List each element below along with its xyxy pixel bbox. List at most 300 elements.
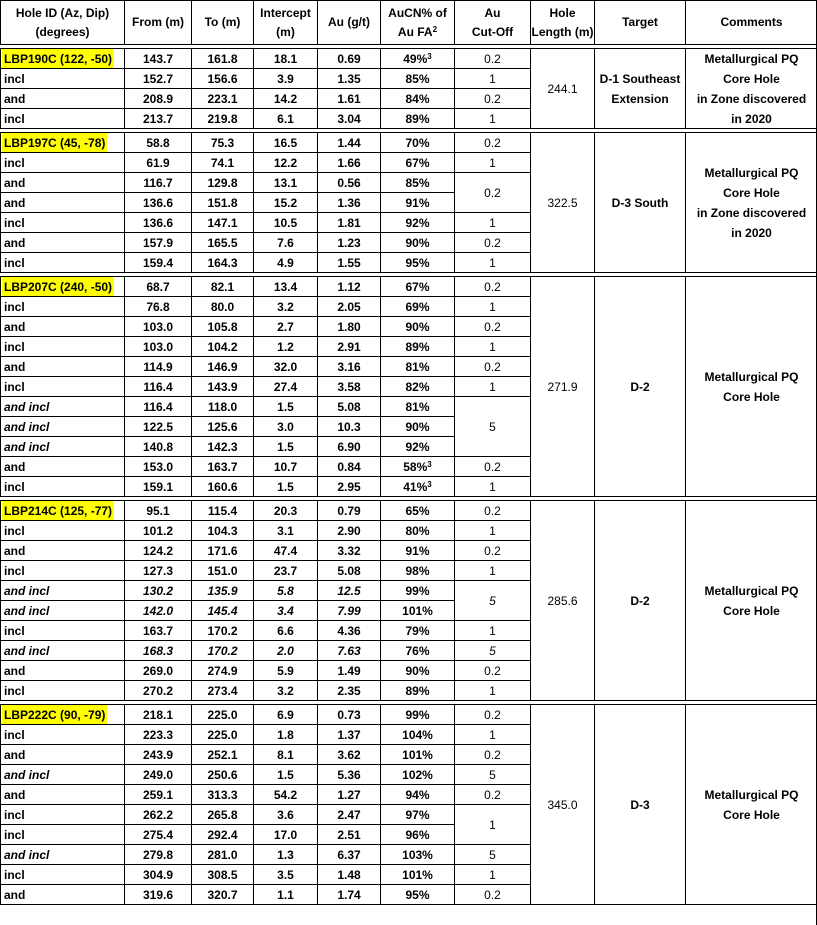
header-au-gt-text: Au (g/t) (328, 15, 370, 29)
to-m-text: 104.2 (207, 339, 238, 354)
au-gt (317, 804, 380, 824)
au-cutoff-text: 1 (489, 111, 496, 126)
intercept-m-text: 1.5 (277, 439, 294, 454)
intercept-m-text: 47.4 (273, 543, 298, 558)
au-cutoff-text: 0.2 (484, 663, 501, 678)
interval-label-text: and incl (4, 643, 50, 658)
interval-label-text: and incl (4, 603, 50, 618)
au-gt (317, 500, 380, 520)
to-m (191, 456, 253, 476)
au-gt-text: 3.16 (337, 359, 361, 374)
aucn-pct-text: 91% (405, 195, 430, 210)
header-target-text: Target (622, 15, 658, 29)
from-m (124, 804, 191, 824)
au-gt-text: 10.3 (337, 419, 361, 434)
au-gt-text: 0.73 (337, 707, 361, 722)
au-gt-text: 1.61 (337, 91, 361, 106)
interval-label (0, 192, 124, 212)
au-cutoff (454, 724, 530, 744)
interval-label (0, 416, 124, 436)
au-cutoff-text: 0.2 (484, 235, 501, 250)
au-gt (317, 252, 380, 272)
au-gt-text: 4.36 (337, 623, 361, 638)
to-m-text: 105.8 (207, 319, 238, 334)
from-m-text: 124.2 (142, 543, 174, 558)
to-m-text: 160.6 (207, 479, 238, 494)
intercept-m (253, 540, 317, 560)
interval-label (0, 864, 124, 884)
from-m-text: 116.4 (143, 379, 173, 394)
interval-label (0, 824, 124, 844)
au-cutoff (454, 844, 530, 864)
hole-id-text: LBP207C (240, -50) (2, 277, 114, 297)
aucn-pct (380, 252, 454, 272)
to-m (191, 824, 253, 844)
au-gt-text: 7.99 (337, 603, 361, 618)
au-cutoff (454, 212, 530, 232)
interval-label-text: and (4, 235, 26, 250)
to-m (191, 356, 253, 376)
from-m (124, 660, 191, 680)
interval-label-text: and (4, 459, 26, 474)
au-cutoff-text: 1 (489, 867, 496, 882)
from-m-text: 136.6 (142, 195, 174, 210)
aucn-pct (380, 680, 454, 700)
au-cutoff (454, 500, 530, 520)
intercept-m-text: 1.2 (277, 339, 294, 354)
to-m-text: 225.0 (207, 707, 238, 722)
au-gt-text: 3.58 (337, 379, 361, 394)
au-cutoff-text: 0.2 (484, 91, 501, 106)
intercept-m (253, 864, 317, 884)
aucn-pct (380, 68, 454, 88)
hole-id-text: LBP197C (45, -78) (2, 133, 107, 153)
header-hole-length (530, 0, 594, 44)
aucn-pct-text: 94% (405, 787, 430, 802)
aucn-pct-text: 85% (405, 175, 430, 190)
au-cutoff-text: 0.2 (484, 359, 501, 374)
au-gt-text: 1.36 (337, 195, 361, 210)
aucn-pct-text: 89% (405, 111, 430, 126)
interval-label-text: incl (4, 807, 25, 822)
to-m-text: 145.4 (207, 603, 238, 618)
to-m-text: 164.3 (207, 255, 238, 270)
au-gt-text: 0.69 (337, 51, 361, 66)
hole-length-text: 322.5 (547, 195, 578, 210)
au-gt-text: 3.04 (337, 111, 361, 126)
intercept-m (253, 476, 317, 496)
au-gt-text: 1.74 (337, 887, 361, 902)
aucn-pct-text: 95% (405, 887, 430, 902)
intercept-m-text: 2.0 (277, 643, 294, 658)
aucn-pct-text: 91% (405, 543, 430, 558)
to-m-text: 170.2 (207, 643, 238, 658)
to-m-text: 171.6 (207, 543, 238, 558)
intercept-m-text: 54.2 (273, 787, 298, 802)
intercept-m (253, 396, 317, 416)
aucn-pct (380, 704, 454, 724)
au-cutoff (454, 560, 530, 580)
from-m-text: 218.1 (142, 707, 174, 722)
hole-length (530, 704, 594, 904)
au-gt-text: 1.44 (337, 135, 361, 150)
aucn-pct-text: 89% (405, 339, 430, 354)
aucn-pct (380, 172, 454, 192)
interval-label-text: and incl (4, 439, 50, 454)
from-m-text: 116.4 (143, 399, 173, 414)
to-m-text: 265.8 (207, 807, 238, 822)
au-cutoff-text: 1 (489, 817, 496, 832)
aucn-pct-text: 101% (402, 867, 433, 882)
header-aucn-pct-text: AuCN% of Au $FA^2$ (388, 5, 447, 39)
to-m-text: 80.0 (210, 299, 235, 314)
intercept-m (253, 296, 317, 316)
aucn-pct-text: 69% (405, 299, 430, 314)
interval-label-text: incl (4, 215, 25, 230)
to-m (191, 520, 253, 540)
au-gt (317, 724, 380, 744)
from-m (124, 560, 191, 580)
to-m-text: 161.8 (207, 51, 238, 66)
au-gt-text: 5.36 (337, 767, 361, 782)
au-cutoff-text: 1 (489, 255, 496, 270)
from-m (124, 764, 191, 784)
au-gt-text: 7.63 (337, 643, 361, 658)
intercept-m-text: 27.4 (273, 379, 298, 394)
from-m (124, 252, 191, 272)
intercept-m-text: 1.5 (277, 479, 294, 494)
interval-label-text: incl (4, 111, 25, 126)
aucn-pct-text: 79% (405, 623, 430, 638)
intercept-m-text: 3.9 (277, 71, 294, 86)
from-m (124, 316, 191, 336)
aucn-pct-text: 99% (405, 583, 430, 598)
to-m-text: 115.4 (207, 503, 238, 518)
from-m-text: 275.4 (142, 827, 174, 842)
intercept-m-text: 13.1 (273, 175, 298, 190)
au-gt (317, 844, 380, 864)
interval-label-text: incl (4, 727, 25, 742)
header-target (594, 0, 685, 44)
aucn-pct (380, 824, 454, 844)
au-cutoff-text: 1 (489, 215, 496, 230)
from-m-text: 103.0 (142, 319, 174, 334)
aucn-pct-text: 90% (405, 235, 430, 250)
au-cutoff (454, 396, 530, 456)
interval-label (0, 600, 124, 620)
to-m (191, 600, 253, 620)
au-gt (317, 560, 380, 580)
from-m-text: 319.6 (142, 887, 174, 902)
intercept-m-text: 23.7 (273, 563, 298, 578)
from-m (124, 640, 191, 660)
au-gt (317, 276, 380, 296)
intercept-m (253, 660, 317, 680)
from-m-text: 269.0 (142, 663, 174, 678)
to-m (191, 276, 253, 296)
interval-label (0, 540, 124, 560)
aucn-pct-text: 41%$^3$ (403, 479, 432, 494)
au-gt-text: 5.08 (337, 563, 361, 578)
target (594, 500, 685, 700)
intercept-m-text: 3.1 (277, 523, 294, 538)
comments (685, 500, 817, 700)
interval-label-text: and incl (4, 767, 50, 782)
au-gt (317, 660, 380, 680)
intercept-m (253, 316, 317, 336)
header-comments (685, 0, 817, 44)
au-cutoff (454, 88, 530, 108)
intercept-m (253, 172, 317, 192)
to-m (191, 784, 253, 804)
au-cutoff (454, 252, 530, 272)
au-cutoff (454, 232, 530, 252)
from-m-text: 114.9 (143, 359, 173, 374)
to-m-text: 82.1 (210, 279, 235, 294)
from-m-text: 136.6 (142, 215, 174, 230)
hole-id (0, 704, 124, 724)
intercept-m (253, 724, 317, 744)
header-intercept-text: Intercept (m) (260, 5, 311, 39)
intercept-m (253, 560, 317, 580)
to-m (191, 764, 253, 784)
interval-label (0, 764, 124, 784)
intercept-m-text: 1.5 (277, 767, 294, 782)
target (594, 276, 685, 496)
to-m (191, 640, 253, 660)
comments (685, 704, 817, 904)
to-m-text: 118.0 (207, 399, 238, 414)
au-gt-text: 2.91 (337, 339, 361, 354)
au-cutoff-text: 0.2 (484, 707, 501, 722)
header-hole-id (0, 0, 124, 44)
au-gt-text: 6.37 (337, 847, 361, 862)
au-cutoff (454, 296, 530, 316)
au-cutoff-text: 5 (489, 643, 496, 658)
au-gt (317, 620, 380, 640)
intercept-m (253, 744, 317, 764)
aucn-pct (380, 132, 454, 152)
to-m (191, 132, 253, 152)
aucn-pct (380, 724, 454, 744)
au-cutoff (454, 132, 530, 152)
to-m-text: 250.6 (207, 767, 238, 782)
interval-label-text: and (4, 747, 26, 762)
to-m-text: 74.1 (210, 155, 235, 170)
intercept-m-text: 32.0 (273, 359, 298, 374)
hole-id (0, 132, 124, 152)
interval-label (0, 376, 124, 396)
interval-label-text: incl (4, 827, 25, 842)
from-m (124, 212, 191, 232)
aucn-pct-text: 104% (402, 727, 433, 742)
au-gt (317, 476, 380, 496)
interval-label (0, 620, 124, 640)
to-m (191, 316, 253, 336)
from-m (124, 744, 191, 764)
au-cutoff-text: 0.2 (484, 51, 501, 66)
intercept-m-text: 3.6 (277, 807, 294, 822)
intercept-m-text: 17.0 (273, 827, 298, 842)
intercept-m (253, 48, 317, 68)
to-m (191, 864, 253, 884)
au-gt (317, 316, 380, 336)
from-m-text: 122.5 (142, 419, 174, 434)
from-m-text: 142.0 (142, 603, 174, 618)
au-gt (317, 764, 380, 784)
to-m-text: 163.7 (207, 459, 238, 474)
au-gt (317, 416, 380, 436)
from-m-text: 130.2 (142, 583, 174, 598)
to-m-text: 320.7 (207, 887, 238, 902)
to-m (191, 580, 253, 600)
comments-text: Metallurgical PQ Core Hole in Zone discovered in 2020 (696, 51, 807, 126)
aucn-pct-text: 70% (405, 135, 430, 150)
au-gt-text: 1.27 (337, 787, 361, 802)
to-m (191, 680, 253, 700)
target-text: D-1 Southeast Extension (599, 71, 681, 106)
from-m-text: 153.0 (142, 459, 174, 474)
from-m (124, 296, 191, 316)
to-m (191, 500, 253, 520)
interval-label (0, 316, 124, 336)
interval-label (0, 212, 124, 232)
to-m-text: 142.3 (207, 439, 238, 454)
from-m-text: 103.0 (142, 339, 174, 354)
from-m-text: 270.2 (142, 683, 174, 698)
aucn-pct-text: 82% (405, 379, 430, 394)
to-m-text: 156.6 (207, 71, 238, 86)
aucn-pct-text: 92% (405, 439, 430, 454)
from-m-text: 279.8 (142, 847, 174, 862)
au-cutoff (454, 316, 530, 336)
au-cutoff (454, 804, 530, 844)
target-text: D-2 (630, 379, 650, 394)
au-cutoff-text: 1 (489, 563, 496, 578)
interval-label (0, 232, 124, 252)
au-gt (317, 744, 380, 764)
intercept-m-text: 7.6 (277, 235, 294, 250)
intercept-m-text: 3.5 (277, 867, 294, 882)
au-gt (317, 680, 380, 700)
aucn-pct (380, 276, 454, 296)
au-cutoff (454, 276, 530, 296)
aucn-pct (380, 520, 454, 540)
intercept-m (253, 108, 317, 128)
hole-id (0, 500, 124, 520)
comments (685, 276, 817, 496)
aucn-pct (380, 212, 454, 232)
interval-label (0, 252, 124, 272)
to-m-text: 223.1 (207, 91, 238, 106)
target (594, 704, 685, 904)
from-m-text: 140.8 (142, 439, 174, 454)
interval-label (0, 88, 124, 108)
intercept-m (253, 376, 317, 396)
aucn-pct-text: 90% (405, 663, 430, 678)
intercept-m-text: 1.5 (277, 399, 294, 414)
to-m-text: 281.0 (207, 847, 238, 862)
from-m-text: 58.8 (146, 135, 170, 150)
aucn-pct (380, 600, 454, 620)
comments-text: Metallurgical PQ Core Hole in Zone discovered in 2020 (696, 165, 807, 240)
intercept-m (253, 88, 317, 108)
header-hole-id-text: Hole ID (Az, Dip) (degrees) (15, 5, 110, 39)
to-m (191, 172, 253, 192)
from-m-text: 213.7 (142, 111, 174, 126)
header-aucn-pct (380, 0, 454, 44)
au-gt (317, 520, 380, 540)
aucn-pct (380, 660, 454, 680)
hole-length-text: 271.9 (547, 379, 578, 394)
interval-label (0, 356, 124, 376)
au-gt (317, 48, 380, 68)
aucn-pct (380, 48, 454, 68)
to-m (191, 804, 253, 824)
aucn-pct-text: 103% (402, 847, 433, 862)
au-cutoff (454, 784, 530, 804)
au-gt-text: 3.32 (337, 543, 361, 558)
header-au-cutoff (454, 0, 530, 44)
aucn-pct (380, 560, 454, 580)
intercept-m (253, 276, 317, 296)
au-cutoff-text: 0.2 (484, 135, 501, 150)
to-m (191, 152, 253, 172)
interval-label (0, 476, 124, 496)
from-m-text: 152.7 (142, 71, 174, 86)
from-m (124, 48, 191, 68)
comments-text: Metallurgical PQ Core Hole (704, 369, 799, 404)
interval-label-text: and (4, 887, 26, 902)
intercept-m (253, 824, 317, 844)
au-gt-text: 2.47 (337, 807, 361, 822)
au-cutoff (454, 640, 530, 660)
aucn-pct (380, 844, 454, 864)
au-cutoff-text: 1 (489, 727, 496, 742)
intercept-m (253, 500, 317, 520)
intercept-m-text: 3.0 (277, 419, 294, 434)
aucn-pct-text: 67% (405, 279, 430, 294)
aucn-pct-text: 90% (405, 419, 430, 434)
au-gt (317, 356, 380, 376)
interval-label (0, 520, 124, 540)
interval-label (0, 580, 124, 600)
intercept-m (253, 132, 317, 152)
to-m (191, 48, 253, 68)
au-gt (317, 68, 380, 88)
aucn-pct (380, 232, 454, 252)
intercept-m-text: 10.7 (273, 459, 298, 474)
interval-label (0, 560, 124, 580)
aucn-pct (380, 500, 454, 520)
intercept-m (253, 416, 317, 436)
au-gt-text: 12.5 (337, 583, 361, 598)
from-m-text: 95.1 (146, 503, 170, 518)
intercept-m-text: 3.2 (277, 299, 294, 314)
hole-length (530, 276, 594, 496)
au-cutoff (454, 172, 530, 212)
from-m (124, 416, 191, 436)
au-gt (317, 580, 380, 600)
from-m (124, 376, 191, 396)
au-cutoff-text: 0.2 (484, 279, 501, 294)
interval-label-text: and (4, 663, 26, 678)
intercept-m (253, 620, 317, 640)
interval-label-text: incl (4, 299, 25, 314)
interval-label-text: incl (4, 255, 25, 270)
intercept-m (253, 764, 317, 784)
to-m (191, 540, 253, 560)
